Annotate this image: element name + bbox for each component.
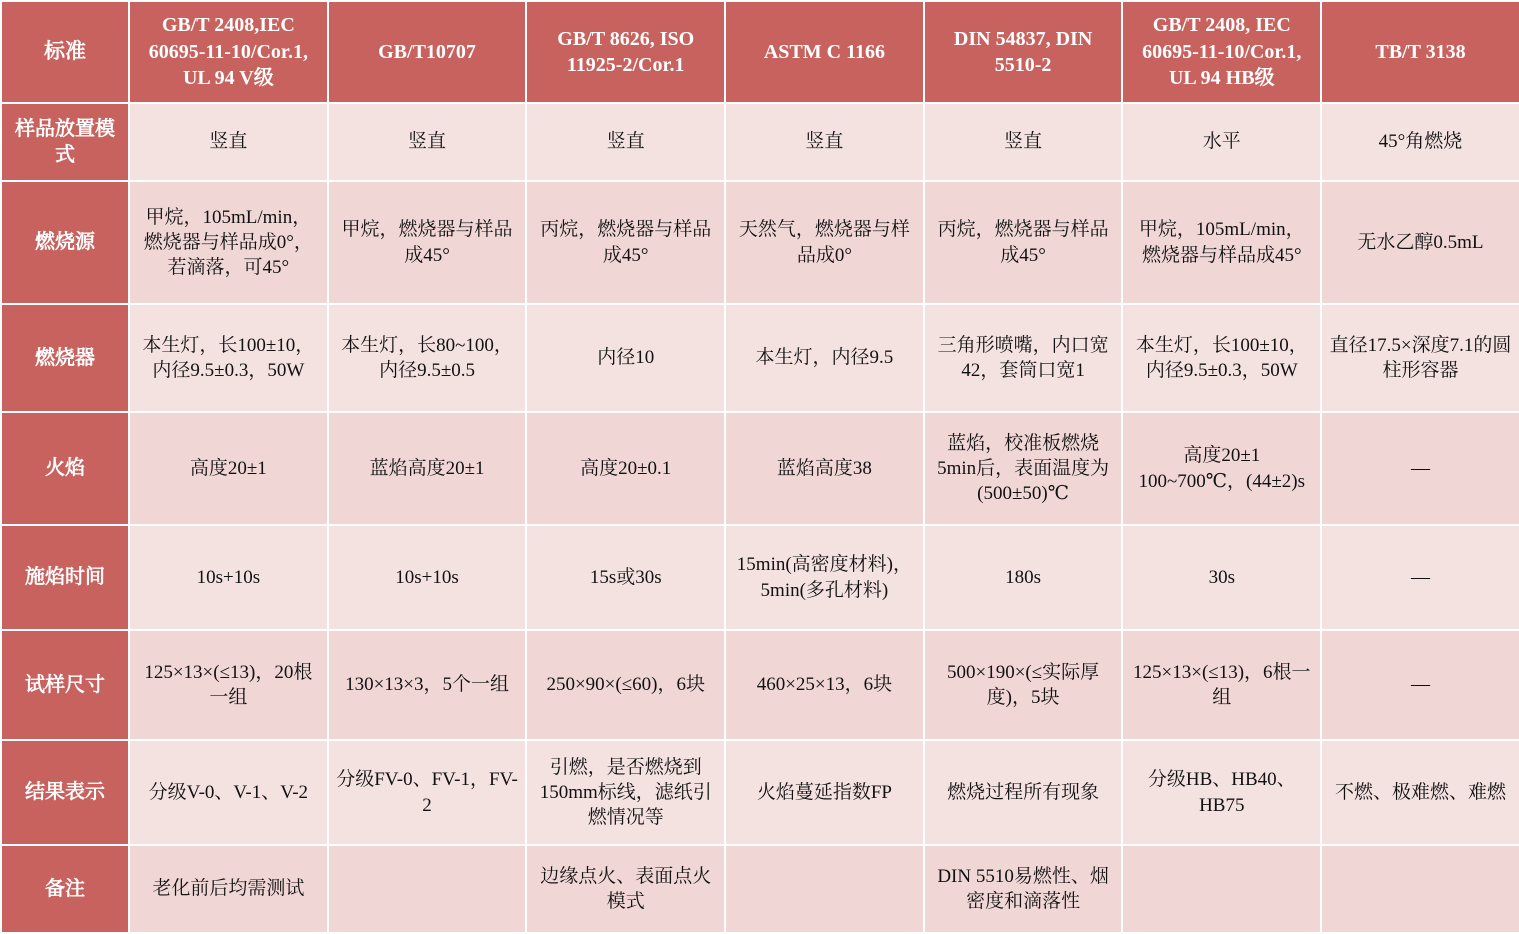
cell-2-5: 本生灯，长100±10，内径9.5±0.3，50W xyxy=(1122,304,1321,412)
cell-5-4: 500×190×(≤实际厚度)，5块 xyxy=(924,630,1123,740)
cell-1-3: 天然气，燃烧器与样品成0° xyxy=(725,181,924,304)
table-row xyxy=(1,103,1519,181)
cell-3-0: 高度20±1 xyxy=(129,412,328,525)
cell-0-1: 竖直 xyxy=(328,103,527,181)
cell-4-4: 180s xyxy=(924,525,1123,630)
cell-1-4: 丙烷，燃烧器与样品成45° xyxy=(924,181,1123,304)
cell-1-1: 甲烷，燃烧器与样品成45° xyxy=(328,181,527,304)
row-label-3: 火焰 xyxy=(1,412,129,525)
row-label-2: 燃烧器 xyxy=(1,304,129,412)
header-row xyxy=(1,1,1519,103)
cell-2-1: 本生灯，长80~100，内径9.5±0.5 xyxy=(328,304,527,412)
cell-4-6: — xyxy=(1321,525,1519,630)
table-row xyxy=(1,630,1519,740)
cell-5-3: 460×25×13，6块 xyxy=(725,630,924,740)
cell-6-5: 分级HB、HB40、HB75 xyxy=(1122,740,1321,845)
cell-7-3 xyxy=(725,845,924,933)
cell-4-5: 30s xyxy=(1122,525,1321,630)
row-label-4: 施焰时间 xyxy=(1,525,129,630)
table-row xyxy=(1,412,1519,525)
cell-6-6: 不燃、极难燃、难燃 xyxy=(1321,740,1519,845)
column-header-5: GB/T 2408, IEC 60695-11-10/Cor.1, UL 94 HB级 xyxy=(1122,1,1321,103)
column-header-0: GB/T 2408,IEC 60695-11-10/Cor.1, UL 94 V级 xyxy=(129,1,328,103)
cell-5-1: 130×13×3，5个一组 xyxy=(328,630,527,740)
cell-4-2: 15s或30s xyxy=(526,525,725,630)
cell-0-4: 竖直 xyxy=(924,103,1123,181)
table-row xyxy=(1,181,1519,304)
cell-3-1: 蓝焰高度20±1 xyxy=(328,412,527,525)
cell-6-1: 分级FV-0、FV-1，FV-2 xyxy=(328,740,527,845)
column-header-6: TB/T 3138 xyxy=(1321,1,1519,103)
cell-0-2: 竖直 xyxy=(526,103,725,181)
cell-1-0: 甲烷，105mL/min，燃烧器与样品成0°，若滴落，可45° xyxy=(129,181,328,304)
cell-7-1 xyxy=(328,845,527,933)
cell-7-5 xyxy=(1122,845,1321,933)
cell-0-6: 45°角燃烧 xyxy=(1321,103,1519,181)
cell-7-0: 老化前后均需测试 xyxy=(129,845,328,933)
cell-4-1: 10s+10s xyxy=(328,525,527,630)
cell-0-5: 水平 xyxy=(1122,103,1321,181)
cell-5-2: 250×90×(≤60)，6块 xyxy=(526,630,725,740)
cell-5-5: 125×13×(≤13)，6根一组 xyxy=(1122,630,1321,740)
cell-3-2: 高度20±0.1 xyxy=(526,412,725,525)
cell-6-2: 引燃，是否燃烧到150mm标线，滤纸引燃情况等 xyxy=(526,740,725,845)
column-header-1: GB/T10707 xyxy=(328,1,527,103)
cell-4-0: 10s+10s xyxy=(129,525,328,630)
cell-2-2: 内径10 xyxy=(526,304,725,412)
cell-6-4: 燃烧过程所有现象 xyxy=(924,740,1123,845)
row-label-5: 试样尺寸 xyxy=(1,630,129,740)
table-row xyxy=(1,845,1519,933)
cell-1-5: 甲烷，105mL/min，燃烧器与样品成45° xyxy=(1122,181,1321,304)
row-label-7: 备注 xyxy=(1,845,129,933)
table-header xyxy=(1,1,1519,103)
row-label-1: 燃烧源 xyxy=(1,181,129,304)
cell-4-3: 15min(高密度材料)，5min(多孔材料) xyxy=(725,525,924,630)
cell-5-0: 125×13×(≤13)，20根一组 xyxy=(129,630,328,740)
header-corner-label: 标准 xyxy=(1,1,129,103)
cell-7-4: DIN 5510易燃性、烟密度和滴落性 xyxy=(924,845,1123,933)
cell-6-3: 火焰蔓延指数FP xyxy=(725,740,924,845)
cell-0-0: 竖直 xyxy=(129,103,328,181)
column-header-2: GB/T 8626, ISO 11925-2/Cor.1 xyxy=(526,1,725,103)
table-row xyxy=(1,740,1519,845)
cell-2-0: 本生灯，长100±10，内径9.5±0.3，50W xyxy=(129,304,328,412)
cell-2-6: 直径17.5×深度7.1的圆柱形容器 xyxy=(1321,304,1519,412)
cell-1-2: 丙烷，燃烧器与样品成45° xyxy=(526,181,725,304)
cell-3-5: 高度20±1 100~700℃，(44±2)s xyxy=(1122,412,1321,525)
table-row xyxy=(1,525,1519,630)
table-body xyxy=(1,103,1519,933)
cell-2-3: 本生灯，内径9.5 xyxy=(725,304,924,412)
column-header-4: DIN 54837, DIN 5510-2 xyxy=(924,1,1123,103)
cell-5-6: — xyxy=(1321,630,1519,740)
column-header-3: ASTM C 1166 xyxy=(725,1,924,103)
cell-2-4: 三角形喷嘴，内口宽42，套筒口宽1 xyxy=(924,304,1123,412)
cell-3-4: 蓝焰，校准板燃烧5min后，表面温度为(500±50)℃ xyxy=(924,412,1123,525)
table-row xyxy=(1,304,1519,412)
cell-0-3: 竖直 xyxy=(725,103,924,181)
cell-7-6 xyxy=(1321,845,1519,933)
cell-1-6: 无水乙醇0.5mL xyxy=(1321,181,1519,304)
row-label-6: 结果表示 xyxy=(1,740,129,845)
cell-6-0: 分级V-0、V-1、V-2 xyxy=(129,740,328,845)
cell-7-2: 边缘点火、表面点火模式 xyxy=(526,845,725,933)
row-label-0: 样品放置模式 xyxy=(1,103,129,181)
cell-3-6: — xyxy=(1321,412,1519,525)
cell-3-3: 蓝焰高度38 xyxy=(725,412,924,525)
